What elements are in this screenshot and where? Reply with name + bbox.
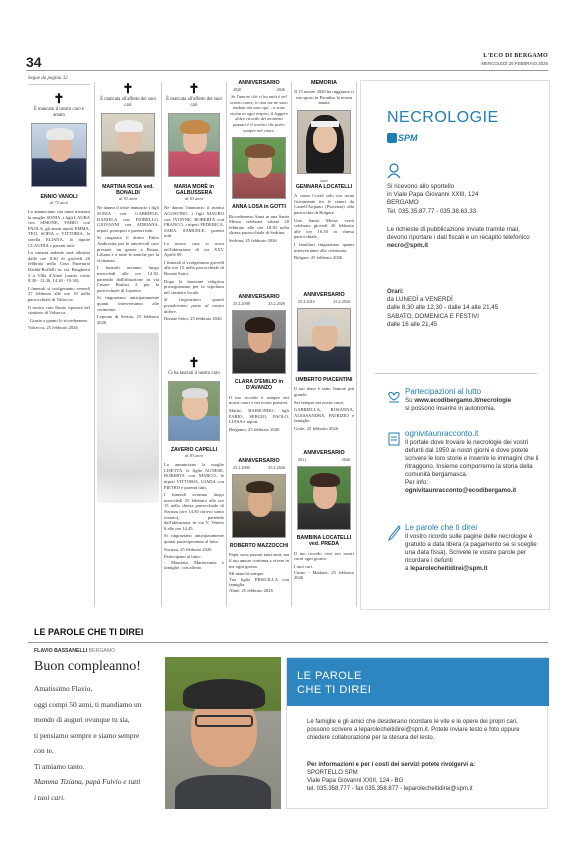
obituary-age: di 93 anni <box>119 196 137 202</box>
obituary-maria-more <box>164 82 224 324</box>
office-info: Si ricevono allo sportello in Viale Papa Giovanni XXIII, 124 BERGAMO Tel. 035.35.87.77 - 035.38.63.33 <box>387 183 479 215</box>
opening-hours: Orari: da LUNEDÌ a VENERDÌ dalle 8,30 alle 12,30 - dalle 14 alle 21,45 SABATO, DOMENICA E FESTIVI dalle 16 alle 21,45 <box>387 288 499 328</box>
obituary-age: di 72 anni <box>50 200 68 205</box>
message-body: Amatissimo Flavio, oggi compi 50 anni, ti mandiamo un mondo di auguri ovunque tu sia, ti pensiamo sempre e siamo sempre con te. Ti amiamo tanto. Mamma Tiziana, papà Fulvio e tutti i tuoi cari. <box>34 684 142 802</box>
obituary-intro: È mancato il nostro caro e amato <box>33 107 85 118</box>
portrait-photo <box>232 137 286 199</box>
quill-icon <box>387 525 401 541</box>
flavio-photo <box>165 657 281 809</box>
masthead: L'ECO DI BERGAMO <box>483 53 548 59</box>
obituary-text: Ne danno il triste annuncio i figli SONIA con GABRIELE, DANIELA con FIORELLO, GIOVANNI con ADRIANA, nipoti, pronipoti e parenti tutti. Si ringrazia il dottor Fabio Ambrosini per le amorevoli cure prestate, un grazie a Bruna, Liliana e a tutte le amiche per la vicinanza. I funerali avranno luogo mercoledì alle ore 14.30, partendo dall'abitazione in via Cesare Battisti 2 per la parrocchiale di Lepreno. Si ringraziano anticipatamente quanti interverranno alle cerimonie. Lepreno di Serina, 25 febbraio 2026 <box>97 205 159 325</box>
obituary-martina-rosa <box>97 82 159 503</box>
anniversary-dates: 2011 2026 <box>298 457 350 462</box>
issue-date: MERCOLEDÌ 25 FEBBRAIO 2026 <box>481 61 548 66</box>
parole-info-box <box>286 657 548 809</box>
anniversary-title: ANNIVERSARIO <box>303 292 345 298</box>
memoria-gennara-locatelli <box>294 80 354 263</box>
decorative-rose <box>97 333 159 503</box>
parole-block: Le parole che ti direi Il vostro ricordo sulle pagine delle necrologie è gratuito a data libera (a pagamento se si sceglie una data fissa). Scrivete le vostre parole per ricordare i defunti a leparolecheitidirei@spm.it <box>405 523 537 572</box>
obituary-name: ZAVERIO CAPELLI <box>170 446 218 453</box>
obituary-text: Lo annunciano la moglie LISETTA, le figlie AGNESE, ROBERTA con MARCO, le nipoti VITTORIA, GIADA con PIETRO e parenti tutti. I funerali avranno luogo mercoledì 25 febbraio alle ore 15 nella chiesa parrocchiale di Strozza (ore 14.30 ritrovo santo rosario), partendo dall'abitazione in via V. Veneto 6 alle ore 14.45. Si ringraziano anticipatamente quanti parteciperanno al lutto. Strozza, 25 febbraio 2026 Partecipano al lutto: - Maurizia, Mariassunta e famiglie, con affetto <box>164 462 224 571</box>
header-rule <box>26 70 548 71</box>
anniversary-title: ANNIVERSARIO <box>303 450 345 456</box>
anniversary-quote: Se l'amore che ci ha uniti è nel nostro cuore, io non me ne sono andata ma sono qui... ti sono vicina in ogni respiro, il leggero dolce ricordo dei momenti passati è il sorriso che porto sempre nel cuore. <box>230 94 288 133</box>
anniversary-name: BAMBINA LOCATELLI ved. PREDA <box>296 535 352 548</box>
anniversary-dates: 2020 2026 <box>233 87 285 92</box>
user-icon <box>387 163 401 179</box>
portrait-photo <box>297 110 351 174</box>
portrait-photo <box>297 466 351 530</box>
anniversary-name: CLARA D'EMILIO in D'AVANZO <box>234 379 284 392</box>
anniversary-name: ANNA LOSA in GOTTI <box>232 204 286 211</box>
portrait-photo <box>297 308 351 372</box>
anniversary-name: ROBERTO MAZZOCCHI <box>229 543 289 549</box>
obituary-ennio-vanoli <box>28 76 90 333</box>
obituary-intro: È mancata all'affetto dei suoi cari <box>100 97 156 108</box>
ognivita-block: ognivitaunracconto.it Il portale dove trovare le necrologie dei vostri defunti dal 1950 ai nostri giorni e dove potete scrivere le loro storie e inserire le immagini che li ritraggono. Insieme comporremo la storia della comunità bergamasca. Per info: ognivitaunracconto@ecodibergamo.it <box>405 429 545 495</box>
anniversary-dates: 25.2.2016 25.2.2026 <box>298 299 350 304</box>
obituary-intro: È mancata all'affetto dei suoi cari <box>166 97 222 108</box>
continued-note: Segue da pagina 32 <box>28 76 90 85</box>
anniversary-text: Il tuo dono è stato l'amore più grande. Sei sempre nei nostri cuori. GABRIELLA, ROSANNA, ALESSANDRA, PATRIZIO e famiglie. Gorle, 25 febbraio 2026 <box>294 386 354 431</box>
portrait-photo <box>31 123 87 187</box>
anniversary-name: UMBERTO PIACENTINI <box>295 377 353 383</box>
partecipazioni-block: Partecipazioni al lutto Su www.ecodibergamo.it/necrologie si possono inserire in autonomia. <box>405 387 512 412</box>
parole-contact: Per informazioni e per i costi dei servizi potete rivolgervi a: SPORTELLO SPM Viale Papa Giovanni XXIII, 124 - BG tel. 035.358.777 - fax 035.358.877 - leparolecheitidirei@spm.it <box>307 762 476 792</box>
portrait-photo <box>168 381 220 441</box>
pen-icon <box>387 431 401 447</box>
obituary-age: di 83 anni <box>185 453 203 459</box>
memoria-title: MEMORIA <box>310 80 338 86</box>
necrologie-sidebar <box>360 80 550 610</box>
necrologie-link[interactable]: www.ecodibergamo.it/necrologie <box>414 397 512 404</box>
anniversary-title: ANNIVERSARIO <box>238 458 280 464</box>
anniversary-bambina-locatelli <box>294 450 354 583</box>
obituary-text: Ne danno l'annuncio il marito AGOSTINO, i figli MAURO con IVONNE, ROBERTA con FRANCO, i nipoti FEDERICA, SARA, SAMUELE, parenti tutti. La nostra cara si trova nell'abitazione di via XXV Aprile 69. I funerali si svolgeranno giovedì alle ore 15 nella parrocchiale di Bonate Sotto. Dopo la funzione religiosa proseguiranno per la sepoltura nel cimitero locale. Si ringraziano quanti prenderanno parte al nostro dolore. Bonate Sotto, 25 febbraio 2026 <box>164 205 224 322</box>
portrait-photo <box>101 113 155 177</box>
obituary-zaverio-capelli <box>164 356 224 573</box>
anniversary-dates: 25.2.2008 25.2.2026 <box>233 301 285 306</box>
cross-icon: ✝ <box>188 81 200 96</box>
anniversary-umberto-piacentini <box>294 292 354 434</box>
memoria-name: GENNARA LOCATELLI <box>295 183 353 190</box>
parole-description: Le famiglie e gli amici che desiderano ricordare le vite e le opere dei propri cari, possono scrivere a leparolecheitidirei@spm.it. Potete inviare testo e foto oppure chiedere collaborazione per la stesura del testo. <box>307 719 520 741</box>
obituary-name: ENNIO VANOLI <box>40 193 78 200</box>
memoria-intro: Il 15 marzo 2020 ha raggiunto il suo sposo in Paradiso la nostra amata <box>294 89 354 106</box>
anniversary-anna-losa <box>229 80 289 246</box>
cross-icon: ✝ <box>53 91 65 106</box>
portrait-photo <box>232 474 286 538</box>
anniversary-title: ANNIVERSARIO <box>238 294 280 300</box>
anniversary-text: Il tuo ricordo è sempre nei nostri cuori e nei nostri pensieri. Marito RAIMONDO, figli FABIO, SERGIO, PAOLO, LUISA e nipoti. Bergamo, 25 febbraio 2026 <box>229 394 289 432</box>
cross-icon: ✝ <box>122 81 134 96</box>
page-number: 34 <box>26 54 42 70</box>
hand-heart-icon <box>387 389 401 405</box>
portrait-photo <box>168 113 220 177</box>
obituary-name: MARTINA ROSA ved. BONALDI <box>102 183 154 196</box>
anniversary-clara-demilio <box>229 294 289 434</box>
spm-logo: SPM <box>387 131 418 145</box>
birthday-message <box>34 648 184 805</box>
anniversary-text: Ricorderemo Anna in una Santa Messa celebrata sabato 28 febbraio alle ore 18.30 nella chiesa parrocchiale di Sedrina. Sedrina, 25 febbraio 2026 <box>229 213 289 243</box>
message-headline: Buon compleanno! <box>34 659 141 674</box>
obituary-age: di 83 anni <box>185 196 203 202</box>
cross-icon: ✝ <box>188 355 200 370</box>
anniversary-text: Papà, sono passati tanti anni, ma il tuo amore continua a vivere in me ogni giorno. Mi manchi sempre. Tua figlia PRISCILLA con famiglia. Almè, 25 febbraio 2026 <box>229 552 289 593</box>
email-note: Le richieste di pubblicazione inviate tramite mail, devono riportare i dati fiscali e un recapito telefonico necro@spm.it <box>387 226 537 251</box>
memoria-text: A causa Covid solo ora torna fisicamente tra le ceneri da Castell'Arquato (Piacenza) alla parrocchia di Bolgare. Una Santa Messa verrà celebrata giovedì 26 febbraio alle ore 16.30 in chiesa parrocchiale. I familiari ringraziano quanti interverranno alla cerimonia. Bolgare, 25 febbraio 2026 <box>294 193 354 261</box>
portrait-photo <box>232 310 286 374</box>
memoria-role: suor <box>320 177 328 183</box>
obituary-name: MARIA MORÈ in GALBUSSERA <box>174 183 214 196</box>
ognivita-email-link[interactable]: ognivitaunracconto@ecodibergamo.it <box>405 487 517 494</box>
necro-email-link[interactable]: necro@spm.it <box>387 242 429 250</box>
anniversary-roberto-mazzocchi <box>229 458 289 596</box>
section-rule <box>28 642 548 643</box>
sidebar-divider <box>375 373 537 374</box>
byline: FLAVIO BASSANELLI BERGAMO <box>34 648 116 654</box>
sidebar-title: NECROLOGIE <box>387 109 499 126</box>
anniversary-dates: 25.2.2000 25.2.2026 <box>233 465 285 470</box>
ognivita-link[interactable]: ognivitaunracconto.it <box>405 429 479 438</box>
section-title: LE PAROLE CHE TI DIREI <box>34 627 144 637</box>
obituary-intro: Ci ha lasciati il nostro caro <box>168 371 220 376</box>
anniversary-title: ANNIVERSARIO <box>238 80 280 86</box>
parole-banner: LE PAROLE CHE TI DIREI <box>287 658 549 706</box>
parole-email-link[interactable]: leparolecheitidirei@spm.it <box>410 565 488 572</box>
obituary-text: Lo annunciano con tanta tristezza la moglie SONIA, i figli LAURA con SIMONE, FABIO con PAOLA, gli amati nipoti EMMA, TEO, SOFIA e VITTORIA, la sorella ELIANA, la nipote CLAUDIA e parenti tutti. La camera ardente sarà allestita dalle ore 8.30 di giovedì 26 febbraio nella Casa Funeraria Daddà-Boffelli in via Brughiera 5 a Villa d'Almè (orario visite 8.30 - 12.30, 14.30 - 19.30). I funerali si svolgeranno venerdì 27 febbraio alle ore 10 nella parrocchiale di Valsecca. Il nostro caro Ennio riposerà nel cimitero di Valsecca. Grazie a quanti lo ricorderanno. Valsecca, 25 febbraio 2026 <box>28 209 90 331</box>
anniversary-text: Il tuo ricordo vive nei nostri cuori ogni giorno. I tuoi cari. Curno - Madone, 25 febbraio 2026 <box>294 550 354 581</box>
